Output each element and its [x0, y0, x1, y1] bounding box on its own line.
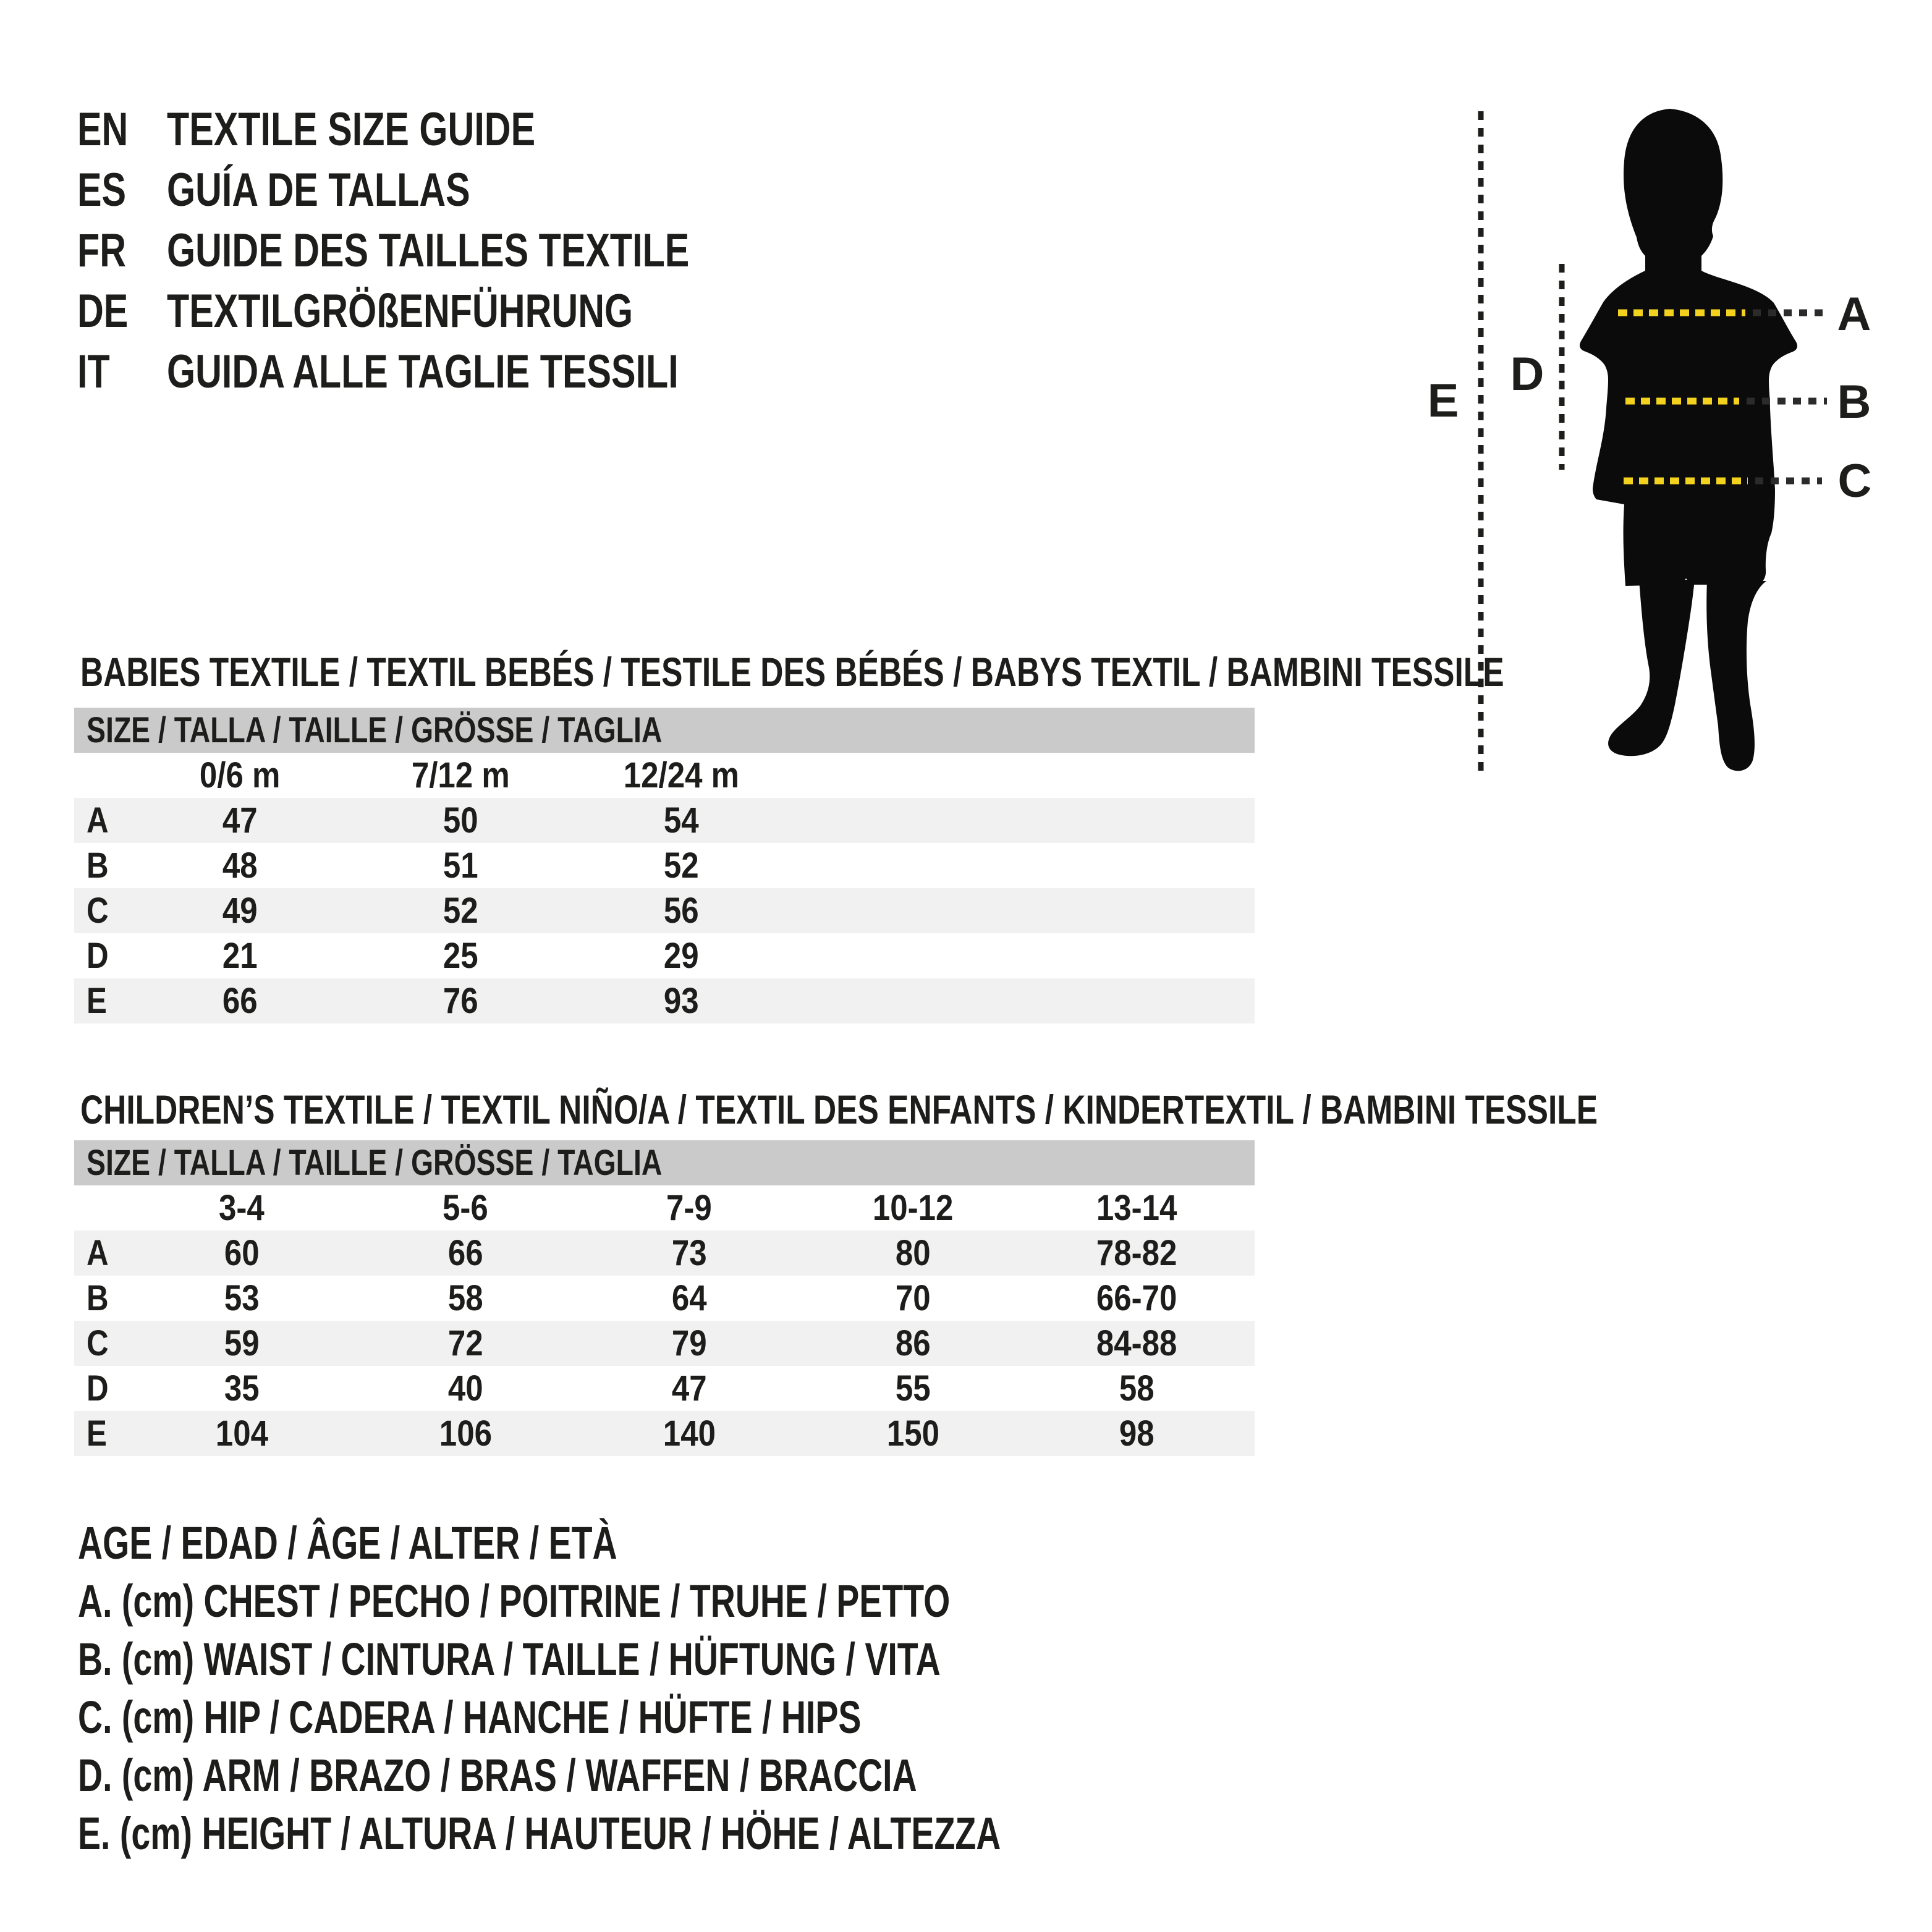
lang-label-it: GUIDA ALLE TAGLIE TESSILI	[167, 345, 679, 398]
lang-row-es	[77, 160, 837, 221]
babies-col-0: 0/6 m	[200, 755, 281, 795]
children-size-header: SIZE / TALLA / TAILLE / GRÖSSE / TAGLIA	[87, 1143, 663, 1183]
legend-arm: D. (cm) ARM / BRAZO / BRAS / WAFFEN / BRACCIA	[78, 1750, 917, 1801]
table-row: D 35 40 47 55 58	[87, 1368, 1155, 1409]
children-col-3: 10-12	[872, 1187, 954, 1228]
table-row: D 21 25 29	[87, 935, 699, 976]
legend-age: AGE / EDAD / ÂGE / ALTER / ETÀ	[78, 1517, 617, 1569]
babies-size-header-bar	[74, 708, 1255, 753]
lang-code-fr: FR	[77, 224, 127, 277]
legend-height: E. (cm) HEIGHT / ALTURA / HAUTEUR / HÖHE / ALTEZZA	[78, 1808, 1001, 1859]
lang-label-en: TEXTILE SIZE GUIDE	[167, 103, 536, 156]
table-row: A 60 66 73 80 78-82	[74, 1231, 1255, 1276]
legend-waist: B. (cm) WAIST / CINTURA / TAILLE / HÜFTUNG / VITA	[78, 1633, 941, 1685]
language-header	[77, 100, 837, 402]
child-silhouette	[1580, 109, 1797, 586]
table-row: A 47 50 54	[74, 798, 1255, 843]
lang-code-it: IT	[77, 345, 110, 398]
marker-waist: B	[1837, 376, 1871, 428]
lang-row-it	[77, 342, 837, 402]
lang-row-en	[77, 100, 837, 160]
marker-hip: C	[1837, 455, 1872, 507]
children-col-1: 5-6	[443, 1187, 488, 1228]
lang-code-es: ES	[77, 164, 127, 216]
children-col-0: 3-4	[219, 1187, 265, 1228]
children-size-header-bar	[74, 1140, 1255, 1185]
babies-col-2: 12/24 m	[623, 755, 740, 795]
table-row: E 104 106 140 150 98	[74, 1411, 1255, 1456]
children-column-header-row	[74, 1185, 1255, 1231]
lang-code-de: DE	[77, 285, 129, 337]
table-row: B 48 51 52	[87, 845, 699, 886]
table-row: C 49 52 56	[74, 888, 1255, 933]
lang-label-fr: GUIDE DES TAILLES TEXTILE	[167, 224, 690, 277]
table-row: B 53 58 64 70 66-70	[87, 1277, 1177, 1318]
lang-label-de: TEXTILGRÖßENFÜHRUNG	[167, 285, 633, 337]
marker-arm: D	[1510, 348, 1544, 400]
table-row: E 66 76 93	[74, 978, 1255, 1023]
babies-size-header: SIZE / TALLA / TAILLE / GRÖSSE / TAGLIA	[87, 710, 663, 750]
children-table	[74, 1185, 1255, 1456]
lang-row-fr	[77, 221, 837, 281]
babies-column-header-row	[74, 753, 1255, 798]
table-row: C 59 72 79 86 84-88	[74, 1321, 1255, 1366]
lang-row-de	[77, 281, 837, 342]
lang-code-en: EN	[77, 103, 129, 156]
babies-section-title: BABIES TEXTILE / TEXTIL BEBÉS / TESTILE DES BÉBÉS / BABYS TEXTIL / BAMBINI TESSILE	[80, 649, 1504, 695]
legend-chest: A. (cm) CHEST / PECHO / POITRINE / TRUHE / PETTO	[78, 1575, 951, 1627]
legend-hip: C. (cm) HIP / CADERA / HANCHE / HÜFTE / HIPS	[78, 1692, 862, 1743]
measurement-legend	[78, 1514, 1308, 1863]
marker-height: E	[1427, 375, 1459, 427]
babies-col-1: 7/12 m	[412, 755, 510, 795]
babies-table	[74, 753, 1255, 1023]
children-col-2: 7-9	[666, 1187, 712, 1228]
marker-chest: A	[1837, 288, 1871, 341]
children-section-title: CHILDREN’S TEXTILE / TEXTIL NIÑO/A / TEXTIL DES ENFANTS / KINDERTEXTIL / BAMBINI TESSILE	[80, 1087, 1598, 1132]
children-col-4: 13-14	[1096, 1187, 1177, 1228]
lang-label-es: GUÍA DE TALLAS	[167, 164, 470, 216]
